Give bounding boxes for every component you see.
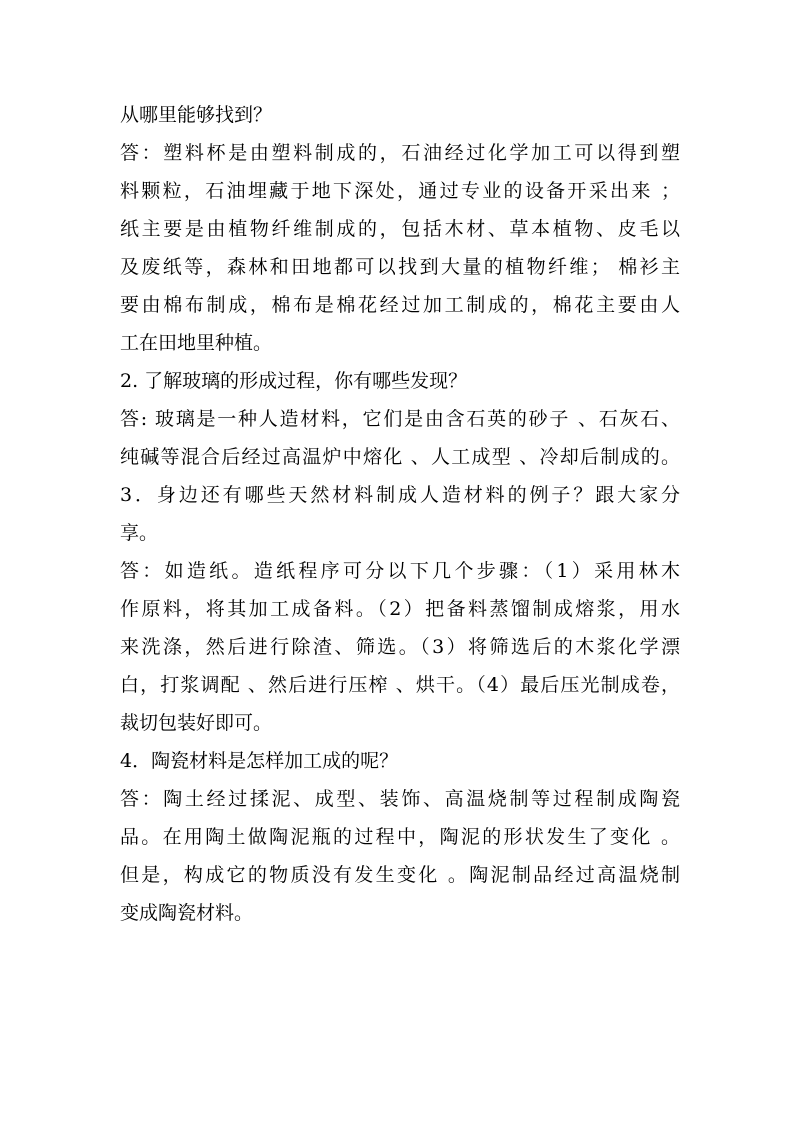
text-line: 但是，构成它的物质没有发生变化 。陶泥制品经过高温烧制	[120, 864, 680, 886]
question-heading: 3．身边还有哪些天然材料制成人造材料的例子？跟大家分	[120, 484, 680, 506]
text-line: 及废纸等，森林和田地都可以找到大量的植物纤维； 棉衫主	[120, 256, 680, 278]
text-line: 品。在用陶土做陶泥瓶的过程中，陶泥的形状发生了变化 。	[120, 826, 680, 848]
text-line: 裁切包装好即可。	[120, 712, 273, 734]
text-line: 要由棉布制成，棉布是棉花经过加工制成的，棉花主要由人	[120, 294, 680, 316]
text-line: 从哪里能够找到？	[120, 104, 273, 126]
document-body	[120, 96, 680, 932]
text-line: 答：如造纸。造纸程序可分以下几个步骤：（1）采用林木	[120, 560, 680, 582]
text-line: 白，打浆调配 、然后进行压榨 、烘干。（4）最后压光制成卷，	[120, 674, 680, 696]
text-line: 变成陶瓷材料。	[120, 902, 254, 924]
question-heading: 2. 了解玻璃的形成过程，你有哪些发现？	[120, 370, 468, 392]
text-line: 工在田地里种植。	[120, 332, 273, 354]
text-line: 作原料，将其加工成备料。（2）把备料蒸馏制成熔浆，用水	[120, 598, 680, 620]
text-line: 答：塑料杯是由塑料制成的，石油经过化学加工可以得到塑	[120, 142, 680, 164]
text-line: 纸主要是由植物纤维制成的，包括木材、草本植物、皮毛以	[120, 218, 680, 240]
text-line: 来洗涤，然后进行除渣、筛选。（3）将筛选后的木浆化学漂	[120, 636, 680, 658]
question-heading: 享。	[120, 522, 159, 544]
text-line: 纯碱等混合后经过高温炉中熔化 、人工成型 、冷却后制成的。	[120, 446, 680, 468]
text-line: 答：陶土经过揉泥、成型、装饰、高温烧制等过程制成陶瓷	[120, 788, 680, 810]
text-line: 答: 玻璃是一种人造材料，它们是由含石英的砂子 、石灰石、	[120, 408, 680, 430]
question-heading: 4．陶瓷材料是怎样加工成的呢？	[120, 750, 399, 772]
text-line: 料颗粒，石油埋藏于地下深处，通过专业的设备开采出来 ；	[120, 180, 680, 202]
